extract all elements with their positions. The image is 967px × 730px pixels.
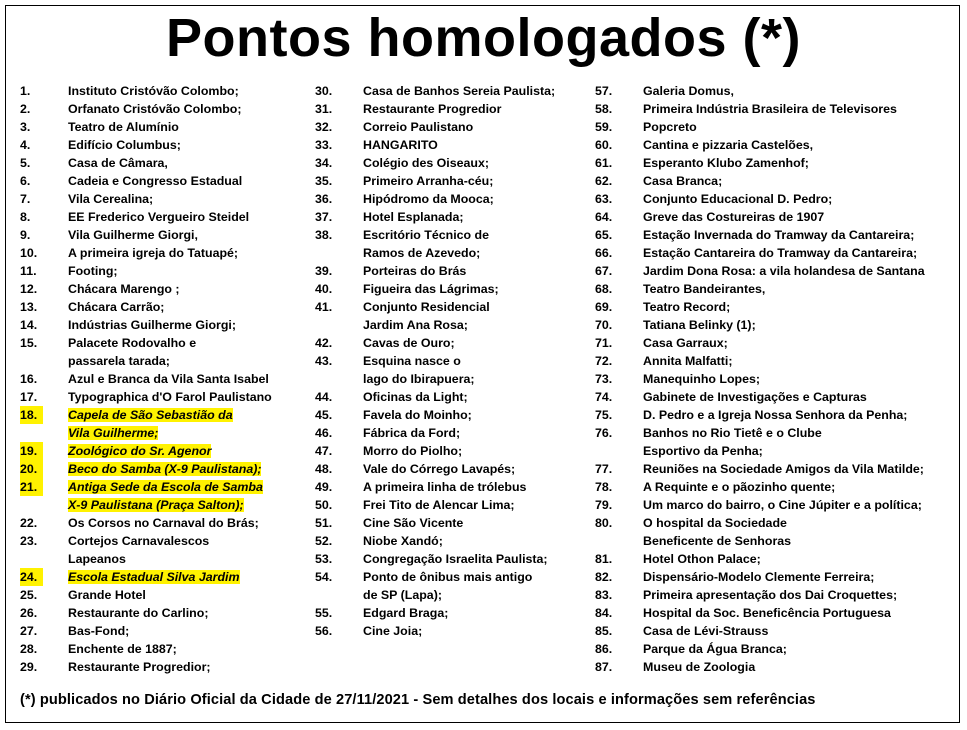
list-item xyxy=(20,658,305,676)
item-number: 32. xyxy=(315,120,333,134)
item-number: 66. xyxy=(595,246,613,260)
list-item xyxy=(595,172,950,190)
item-number: 79. xyxy=(595,498,613,512)
list-item-highlighted xyxy=(20,460,305,478)
item-text: Casa de Câmara, xyxy=(68,156,168,170)
list-item xyxy=(595,604,950,622)
item-text: Porteiras do Brás xyxy=(363,264,467,278)
item-number: 51. xyxy=(315,516,333,530)
item-number: 81. xyxy=(595,552,613,566)
item-text: Jardim Dona Rosa: a vila holandesa de Santana xyxy=(643,264,925,278)
list-item xyxy=(315,406,587,424)
item-number: 75. xyxy=(595,408,613,422)
list-item xyxy=(315,352,587,388)
item-number: 76. xyxy=(595,426,613,440)
item-number: 31. xyxy=(315,102,333,116)
list-item xyxy=(315,82,587,100)
item-text: Chácara Marengo ; xyxy=(68,282,180,296)
item-text: Casa de Banhos Sereia Paulista; xyxy=(363,84,556,98)
item-number: 53. xyxy=(315,552,333,566)
item-number: 44. xyxy=(315,390,333,404)
item-number: 19. xyxy=(20,442,43,460)
list-item xyxy=(315,100,587,118)
item-text: Morro do Piolho; xyxy=(363,444,463,458)
item-number: 59. xyxy=(595,120,613,134)
item-number: 16. xyxy=(20,372,38,386)
list-item-highlighted xyxy=(20,478,305,514)
list-column-1 xyxy=(20,82,305,676)
list-item-highlighted xyxy=(20,406,305,442)
item-text: Museu de Zoologia xyxy=(643,660,756,674)
item-text-continued: Beneficente de Senhoras xyxy=(643,534,792,548)
item-text: Niobe Xandó; xyxy=(363,534,443,548)
item-number: 40. xyxy=(315,282,333,296)
list-item xyxy=(315,334,587,352)
list-item xyxy=(20,370,305,388)
list-item xyxy=(595,406,950,424)
item-text: Esperanto Klubo Zamenhof; xyxy=(643,156,809,170)
list-item xyxy=(595,550,950,568)
item-text-continued: X-9 Paulistana (Praça Salton); xyxy=(68,498,244,512)
list-item xyxy=(20,622,305,640)
item-text: Primeiro Arranha-céu; xyxy=(363,174,494,188)
list-item xyxy=(20,532,305,568)
item-text-continued: lago do Ibirapuera; xyxy=(363,372,475,386)
list-item xyxy=(595,622,950,640)
list-item xyxy=(20,514,305,532)
item-number: 42. xyxy=(315,336,333,350)
list-item xyxy=(20,298,305,316)
item-number: 83. xyxy=(595,588,613,602)
item-number: 4. xyxy=(20,138,31,152)
item-text: Zoológico do Sr. Agenor xyxy=(68,444,212,458)
item-text: A primeira igreja do Tatuapé; xyxy=(68,246,239,260)
list-item xyxy=(595,280,950,298)
item-text: Escritório Técnico de xyxy=(363,228,490,242)
list-item xyxy=(595,658,950,676)
item-number: 37. xyxy=(315,210,333,224)
item-number: 15. xyxy=(20,336,38,350)
item-text: Hospital da Soc. Beneficência Portuguesa xyxy=(643,606,891,620)
item-text: Teatro Bandeirantes, xyxy=(643,282,766,296)
item-text: D. Pedro e a Igreja Nossa Senhora da Penha; xyxy=(643,408,908,422)
item-text: Casa Garraux; xyxy=(643,336,728,350)
item-number: 45. xyxy=(315,408,333,422)
list-item xyxy=(20,640,305,658)
item-number: 10. xyxy=(20,246,38,260)
list-item xyxy=(20,334,305,370)
list-item xyxy=(20,262,305,280)
item-number: 35. xyxy=(315,174,333,188)
item-number: 65. xyxy=(595,228,613,242)
item-number: 82. xyxy=(595,570,613,584)
item-number: 50. xyxy=(315,498,333,512)
list-item xyxy=(315,460,587,478)
list-item xyxy=(595,370,950,388)
list-item xyxy=(20,244,305,262)
item-text: Footing; xyxy=(68,264,118,278)
item-text: Bas-Fond; xyxy=(68,624,130,638)
list-item xyxy=(595,640,950,658)
list-item xyxy=(20,154,305,172)
item-number: 24. xyxy=(20,568,43,586)
item-text: Congregação Israelita Paulista; xyxy=(363,552,548,566)
item-text: Manequinho Lopes; xyxy=(643,372,761,386)
item-number: 68. xyxy=(595,282,613,296)
item-text: Hotel Othon Palace; xyxy=(643,552,761,566)
item-number: 74. xyxy=(595,390,613,404)
item-text: Vila Guilherme Giorgi, xyxy=(68,228,198,242)
item-number: 14. xyxy=(20,318,38,332)
item-text: Primeira Indústria Brasileira de Televisores xyxy=(643,102,897,116)
list-item xyxy=(595,496,950,514)
item-text: Indústrias Guilherme Giorgi; xyxy=(68,318,236,332)
list-item xyxy=(595,82,950,100)
list-item xyxy=(20,388,305,406)
item-number: 46. xyxy=(315,426,333,440)
item-number: 70. xyxy=(595,318,613,332)
list-item xyxy=(315,496,587,514)
item-text: Grande Hotel xyxy=(68,588,146,602)
item-number: 34. xyxy=(315,156,333,170)
item-number: 33. xyxy=(315,138,333,152)
item-text: Restaurante Progredior xyxy=(363,102,502,116)
item-number: 13. xyxy=(20,300,38,314)
item-number: 36. xyxy=(315,192,333,206)
list-item xyxy=(595,514,950,550)
item-number: 52. xyxy=(315,534,333,548)
item-text: Conjunto Educacional D. Pedro; xyxy=(643,192,833,206)
list-item xyxy=(595,388,950,406)
list-item xyxy=(595,262,950,280)
item-number: 22. xyxy=(20,516,38,530)
item-number: 49. xyxy=(315,480,333,494)
item-number: 86. xyxy=(595,642,613,656)
item-text: Enchente de 1887; xyxy=(68,642,177,656)
item-text: Teatro de Alumínio xyxy=(68,120,179,134)
item-number: 21. xyxy=(20,478,43,496)
list-item xyxy=(315,442,587,460)
item-text: Estação Invernada do Tramway da Cantareira; xyxy=(643,228,915,242)
item-text: A primeira linha de trólebus xyxy=(363,480,527,494)
list-item xyxy=(315,568,587,604)
item-number: 39. xyxy=(315,264,333,278)
item-number: 54. xyxy=(315,570,333,584)
item-number: 71. xyxy=(595,336,613,350)
item-text: Hotel Esplanada; xyxy=(363,210,464,224)
list-item xyxy=(315,136,587,154)
item-text: EE Frederico Vergueiro Steidel xyxy=(68,210,250,224)
item-text: Hipódromo da Mooca; xyxy=(363,192,494,206)
item-number: 69. xyxy=(595,300,613,314)
list-item xyxy=(595,208,950,226)
item-text: Reuniões na Sociedade Amigos da Vila Matilde; xyxy=(643,462,924,476)
item-text: Estação Cantareira do Tramway da Cantareira; xyxy=(643,246,918,260)
item-number: 67. xyxy=(595,264,613,278)
list-column-3 xyxy=(595,82,950,676)
item-text: Vale do Córrego Lavapés; xyxy=(363,462,516,476)
item-number: 7. xyxy=(20,192,31,206)
list-item xyxy=(315,388,587,406)
item-number: 25. xyxy=(20,588,38,602)
list-item xyxy=(315,514,587,532)
item-text: Os Corsos no Carnaval do Brás; xyxy=(68,516,259,530)
item-number: 27. xyxy=(20,624,38,638)
list-item xyxy=(315,226,587,262)
list-column-2 xyxy=(315,82,587,640)
item-text: Typographica d'O Farol Paulistano xyxy=(68,390,272,404)
list-item xyxy=(315,262,587,280)
item-text: Capela de São Sebastião da xyxy=(68,408,233,422)
list-item xyxy=(20,172,305,190)
item-text: Teatro Record; xyxy=(643,300,731,314)
list-item xyxy=(315,208,587,226)
item-text: Um marco do bairro, o Cine Júpiter e a política; xyxy=(643,498,922,512)
list-item xyxy=(595,118,950,136)
list-item xyxy=(595,460,950,478)
item-text: A Requinte e o pãozinho quente; xyxy=(643,480,836,494)
item-number: 20. xyxy=(20,460,43,478)
item-number: 26. xyxy=(20,606,38,620)
list-item xyxy=(595,100,950,118)
item-text: Cine São Vicente xyxy=(363,516,464,530)
list-item xyxy=(595,154,950,172)
item-text: Annita Malfatti; xyxy=(643,354,733,368)
item-text: Edgard Braga; xyxy=(363,606,449,620)
list-item xyxy=(595,298,950,316)
list-item xyxy=(20,136,305,154)
list-item xyxy=(20,190,305,208)
list-item xyxy=(595,136,950,154)
item-text: Fábrica da Ford; xyxy=(363,426,461,440)
list-item xyxy=(20,280,305,298)
item-number: 9. xyxy=(20,228,31,242)
item-text: Escola Estadual Silva Jardim xyxy=(68,570,240,584)
list-item xyxy=(315,478,587,496)
item-text: Ponto de ônibus mais antigo xyxy=(363,570,533,584)
item-text: Greve das Costureiras de 1907 xyxy=(643,210,825,224)
item-number: 5. xyxy=(20,156,31,170)
item-number: 29. xyxy=(20,660,38,674)
item-text-continued: Jardim Ana Rosa; xyxy=(363,318,468,332)
item-number: 62. xyxy=(595,174,613,188)
list-item xyxy=(20,226,305,244)
item-number: 58. xyxy=(595,102,613,116)
list-item-highlighted xyxy=(20,568,305,586)
item-text: Esquina nasce o xyxy=(363,354,461,368)
item-text-continued: Ramos de Azevedo; xyxy=(363,246,481,260)
list-item xyxy=(20,118,305,136)
item-text: Cadeia e Congresso Estadual xyxy=(68,174,243,188)
item-number: 57. xyxy=(595,84,613,98)
item-number: 63. xyxy=(595,192,613,206)
item-text: Azul e Branca da Vila Santa Isabel xyxy=(68,372,269,386)
item-text: Favela do Moinho; xyxy=(363,408,472,422)
item-number: 11. xyxy=(20,264,37,278)
item-text: O hospital da Sociedade xyxy=(643,516,787,530)
item-text: Correio Paulistano xyxy=(363,120,474,134)
footnote: (*) publicados no Diário Oficial da Cidade de 27/11/2021 - Sem detalhes dos locais e informações sem referências xyxy=(20,692,816,708)
item-text-continued: passarela tarada; xyxy=(68,354,170,368)
item-number: 47. xyxy=(315,444,333,458)
list-item xyxy=(315,604,587,622)
list-item xyxy=(20,82,305,100)
list-item xyxy=(595,586,950,604)
item-text: Cine Joia; xyxy=(363,624,423,638)
item-number: 28. xyxy=(20,642,38,656)
item-number: 85. xyxy=(595,624,613,638)
item-number: 80. xyxy=(595,516,613,530)
list-item xyxy=(595,352,950,370)
list-item xyxy=(315,550,587,568)
list-item xyxy=(595,478,950,496)
item-text: Palacete Rodovalho e xyxy=(68,336,197,350)
item-number: 17. xyxy=(20,390,38,404)
item-text: Casa de Lévi-Strauss xyxy=(643,624,769,638)
item-number: 8. xyxy=(20,210,31,224)
item-text: Cortejos Carnavalescos xyxy=(68,534,210,548)
list-item xyxy=(20,208,305,226)
item-number: 60. xyxy=(595,138,613,152)
item-text: Dispensário-Modelo Clemente Ferreira; xyxy=(643,570,875,584)
list-item xyxy=(315,280,587,298)
list-item-highlighted xyxy=(20,442,305,460)
item-text: Parque da Água Branca; xyxy=(643,642,787,656)
item-number: 56. xyxy=(315,624,333,638)
item-number: 78. xyxy=(595,480,613,494)
item-text: Antiga Sede da Escola de Samba xyxy=(68,480,263,494)
list-item xyxy=(315,298,587,334)
list-item xyxy=(595,226,950,244)
list-item xyxy=(315,424,587,442)
item-text: Cantina e pizzaria Castelões, xyxy=(643,138,814,152)
item-text: Galeria Domus, xyxy=(643,84,734,98)
item-text: Primeira apresentação dos Dai Croquettes; xyxy=(643,588,898,602)
item-text: Casa Branca; xyxy=(643,174,723,188)
list-item xyxy=(315,190,587,208)
item-number: 23. xyxy=(20,534,38,548)
item-text: Edifício Columbus; xyxy=(68,138,181,152)
item-text: Colégio des Oiseaux; xyxy=(363,156,490,170)
item-number: 43. xyxy=(315,354,333,368)
list-item xyxy=(595,424,950,460)
list-item xyxy=(595,334,950,352)
item-number: 48. xyxy=(315,462,333,476)
list-item xyxy=(315,172,587,190)
item-number: 3. xyxy=(20,120,31,134)
item-text: Cavas de Ouro; xyxy=(363,336,455,350)
list-item xyxy=(20,586,305,604)
item-text: Oficinas da Light; xyxy=(363,390,468,404)
item-text: Chácara Carrão; xyxy=(68,300,165,314)
item-text: Banhos no Rio Tietê e o Clube xyxy=(643,426,822,440)
item-text: Instituto Cristóvão Colombo; xyxy=(68,84,239,98)
list-item xyxy=(315,532,587,550)
page-title: Pontos homologados (*) xyxy=(166,8,801,68)
list-item xyxy=(315,118,587,136)
item-number: 41. xyxy=(315,300,333,314)
item-number: 12. xyxy=(20,282,38,296)
item-number: 30. xyxy=(315,84,333,98)
list-item xyxy=(595,244,950,262)
item-text: Vila Cerealina; xyxy=(68,192,154,206)
item-text: HANGARITO xyxy=(363,138,438,152)
list-item xyxy=(20,604,305,622)
item-number: 77. xyxy=(595,462,613,476)
list-item xyxy=(20,100,305,118)
item-text: Conjunto Residencial xyxy=(363,300,490,314)
list-item xyxy=(595,316,950,334)
item-number: 72. xyxy=(595,354,613,368)
item-text-continued: Lapeanos xyxy=(68,552,126,566)
item-text: Tatiana Belinky (1); xyxy=(643,318,756,332)
item-number: 55. xyxy=(315,606,333,620)
item-number: 38. xyxy=(315,228,333,242)
list-item xyxy=(595,190,950,208)
item-text: Restaurante do Carlino; xyxy=(68,606,209,620)
item-number: 84. xyxy=(595,606,613,620)
item-number: 73. xyxy=(595,372,613,386)
list-item xyxy=(20,316,305,334)
item-text: Restaurante Progredior; xyxy=(68,660,211,674)
list-item xyxy=(315,622,587,640)
item-text: Frei Tito de Alencar Lima; xyxy=(363,498,515,512)
item-text: Gabinete de Investigações e Capturas xyxy=(643,390,867,404)
item-text: Popcreto xyxy=(643,120,697,134)
item-text-continued: Esportivo da Penha; xyxy=(643,444,763,458)
item-text-continued: Vila Guilherme; xyxy=(68,426,159,440)
item-number: 18. xyxy=(20,406,43,424)
list-item xyxy=(595,568,950,586)
list-item xyxy=(315,154,587,172)
item-text-continued: de SP (Lapa); xyxy=(363,588,442,602)
item-text: Figueira das Lágrimas; xyxy=(363,282,499,296)
item-number: 6. xyxy=(20,174,31,188)
item-number: 2. xyxy=(20,102,31,116)
item-text: Beco do Samba (X-9 Paulistana); xyxy=(68,462,262,476)
item-number: 64. xyxy=(595,210,613,224)
item-number: 87. xyxy=(595,660,613,674)
item-number: 1. xyxy=(20,84,31,98)
item-number: 61. xyxy=(595,156,613,170)
item-text: Orfanato Cristóvão Colombo; xyxy=(68,102,242,116)
